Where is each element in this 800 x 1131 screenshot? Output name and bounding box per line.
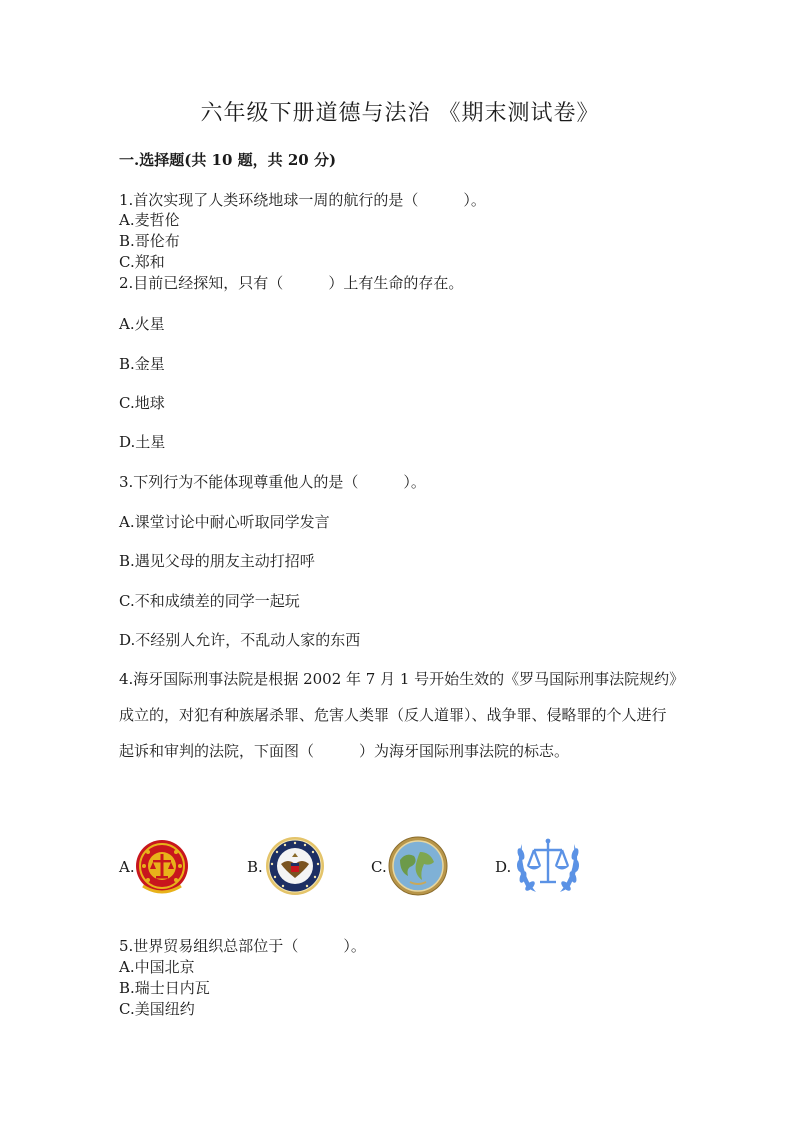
question-3-option-c: C.不和成绩差的同学一起玩 — [119, 592, 300, 610]
option-label: A. — [119, 858, 135, 876]
option-label: C. — [371, 858, 387, 876]
question-4-stem: 4.海牙国际刑事法院是根据 2002 年 7 月 1 号开始生效的《罗马国际刑事法院规约》成立的，对犯有种族屠杀罪、危害人类罪（反人道罪）、战争罪、侵略罪的个人进行起诉和审判的法院，下面图（ ）为海牙国际刑事法院的标志。 — [119, 670, 677, 760]
option-label: B. — [247, 858, 263, 876]
question-5-option-a: A.中国北京 — [119, 958, 195, 976]
question-2-option-b: B.金星 — [119, 355, 165, 373]
page-title: 六年级下册道德与法治 《期末测试卷》 — [200, 101, 600, 126]
question-2-option-d: D.土星 — [119, 433, 166, 451]
court-emblem-icon — [133, 834, 191, 898]
question-5-option-b: B.瑞士日内瓦 — [119, 979, 210, 997]
question-5-stem: 5.世界贸易组织总部位于（ ）。 — [119, 937, 366, 955]
presidential-seal-icon — [263, 834, 327, 898]
scales-laurel-icon — [512, 834, 584, 898]
question-4-option-d — [495, 834, 605, 898]
question-1-stem: 1.首次实现了人类环绕地球一周的航行的是（ ）。 — [119, 191, 486, 209]
question-4-option-c — [371, 834, 461, 898]
question-5-option-c: C.美国纽约 — [119, 1000, 195, 1018]
question-3-option-a: A.课堂讨论中耐心听取同学发言 — [119, 513, 330, 531]
question-4-option-a — [119, 834, 189, 898]
question-3-stem: 3.下列行为不能体现尊重他人的是（ ）。 — [119, 473, 426, 491]
question-1-option-a: A.麦哲伦 — [119, 211, 180, 229]
question-1-option-c: C.郑和 — [119, 253, 165, 271]
question-2-option-c: C.地球 — [119, 394, 165, 412]
section-heading: 一.选择题(共 10 题，共 20 分) — [119, 151, 337, 169]
question-4-emblem-options — [119, 834, 619, 898]
question-2-stem: 2.目前已经探知，只有（ ）上有生命的存在。 — [119, 274, 464, 292]
option-label: D. — [495, 858, 512, 876]
globe-seal-icon — [386, 834, 450, 898]
question-1-option-b: B.哥伦布 — [119, 232, 180, 250]
question-3-option-d: D.不经别人允许，不乱动人家的东西 — [119, 631, 361, 649]
question-4-option-b — [247, 834, 337, 898]
question-3-option-b: B.遇见父母的朋友主动打招呼 — [119, 552, 315, 570]
question-2-option-a: A.火星 — [119, 315, 165, 333]
